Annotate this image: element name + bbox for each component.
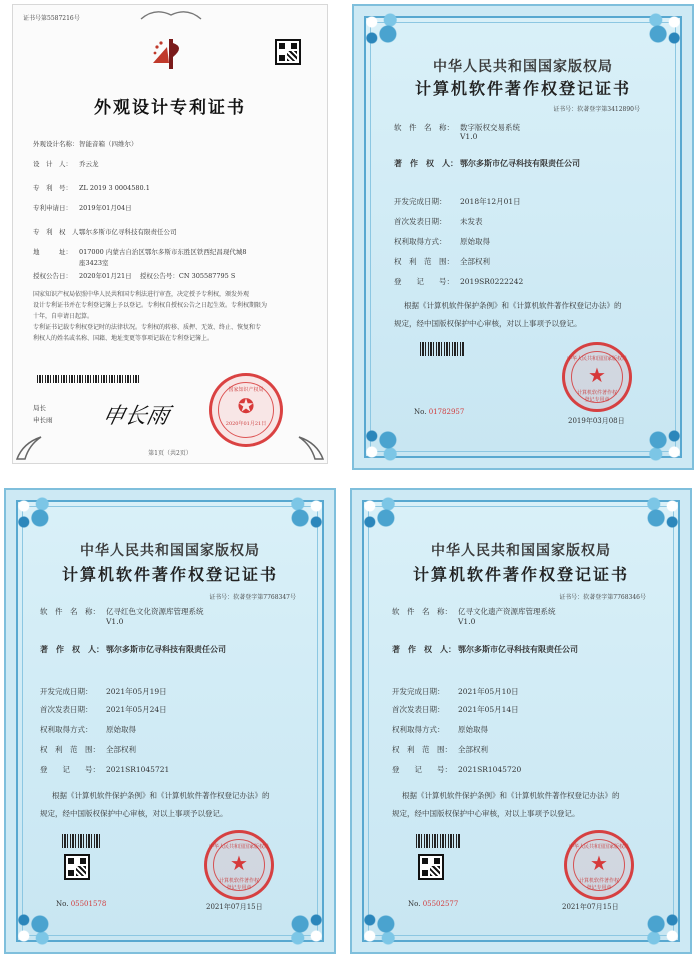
field-value: 亿寻红色文化资源库管理系统 [106,607,204,616]
field-row [33,139,138,148]
serial-number [408,900,458,908]
certificate-number: 证书号：软著登字第7768346号 [559,594,646,601]
seal-text: 登记专用章 [584,397,610,403]
field-label: 权利取得方式： [40,725,93,734]
field-value: 2021年05月14日 [458,705,519,714]
corner-ornament-icon [10,908,56,948]
field-label: 地 址： [33,248,72,256]
field-label: 著 作 权 人： [40,644,104,654]
field-label: 著 作 权 人： [392,644,456,654]
field-row [392,686,519,697]
field-label: 登 记 号： [394,277,454,286]
official-seal [204,830,274,900]
corner-ornament-icon [356,908,402,948]
field-row [33,258,109,267]
field-label: 专利申请日： [33,204,72,212]
field-value: 2019年01月04日 [79,204,132,212]
issue-date: 2021年07月15日 [206,903,263,911]
body-line: 利权人的姓名或名称、国籍、地址变更等事项记载在专利登记簿上。 [33,335,214,342]
certificate-body: 根据《计算机软件保护条例》和《计算机软件著作权登记办法》的 [404,301,622,310]
certificate-title: 计算机软件著作权登记证书 [61,565,278,584]
serial-number [56,900,106,908]
field-row [394,236,490,247]
field-value: 2021年05月19日 [106,687,167,696]
field-value: 2018年12月01日 [460,197,521,206]
corner-ornament-icon [284,494,330,534]
certificate-body: 根据《计算机软件保护条例》和《计算机软件著作权登记办法》的 [402,791,620,800]
barcode [62,834,102,848]
seal-text: 中华人民共和国国家版权局 [208,844,269,850]
body-line: 国家知识产权局依照中华人民共和国专利法进行审查，决定授予专利权，颁发外观 [33,291,250,298]
corner-ornament-icon [10,494,56,534]
field-value: 智能音箱（四维尔） [79,140,138,148]
seal-text: 计算机软件著作权 [578,878,619,884]
field-row [392,764,521,775]
field-row [392,644,578,655]
field-label: 软 件 名 称： [394,123,454,132]
qr-code [64,854,90,880]
field-value: 亿寻文化遗产资源库管理系统 [458,607,556,616]
official-seal [209,373,283,447]
field-label: 设 计 人： [33,160,72,168]
field-label: 软 件 名 称： [40,607,100,616]
field-value: ZL 2019 3 0004580.1 [79,184,150,192]
field-row [40,764,169,775]
field-row [394,256,490,267]
design-patent-certificate [12,4,328,464]
field-row [33,183,150,192]
field-row [394,122,520,133]
field-value: 2020年01月21日 [79,272,132,280]
field-value: 乔云龙 [79,160,99,168]
field-row [394,196,521,207]
field-row [392,704,519,715]
field-row [40,644,226,655]
field-label: 登 记 号： [392,765,452,774]
field-row [33,247,247,256]
field-value: 原始取得 [106,725,136,734]
corner-ornament-icon [358,10,404,50]
director-signature: 申长雨 [99,404,172,429]
star-icon: ★ [230,851,248,875]
field-row [33,203,132,212]
field-row [392,606,556,617]
field-value: 原始取得 [458,725,488,734]
publication-number: 授权公告号：CN 305587795 S [139,272,236,280]
seal-date: 2020年01月21日 [225,421,267,427]
field-value: 原始取得 [460,237,490,246]
certificate-title: 计算机软件著作权登记证书 [412,565,629,584]
field-label: 首次发表日期： [394,217,447,226]
field-value: 2019SR0222242 [460,277,524,286]
field-label: 权 利 范 围： [40,745,100,754]
field-value: 鄂尔多斯市亿寻科技有限责任公司 [79,228,177,236]
software-copyright-certificate [352,4,694,470]
barcode [416,834,460,848]
field-row [40,744,136,755]
field-value: 2021年05月24日 [106,705,167,714]
field-label: 开发完成日期： [394,197,447,206]
seal-text: 计算机软件著作权 [218,878,259,884]
patent-office-logo [147,33,191,77]
field-row [40,724,136,735]
corner-ornament-icon [358,424,404,464]
certificate-number: 证书号第5587216号 [23,15,80,22]
version-value: V1.0 [106,617,124,626]
body-line: 专利证书记载专利权登记时的法律状况。专利权的转移、质押、无效、终止、恢复和专 [33,324,262,331]
field-row [40,686,167,697]
corner-ornament-icon [642,424,688,464]
field-value: 全部权利 [106,745,136,754]
official-seal [562,342,632,412]
field-row [33,271,235,280]
field-label: 著 作 权 人： [394,158,458,168]
certificate-number: 证书号：软著登字第3412890号 [553,106,640,113]
certificate-body: 规定，经中国版权保护中心审核，对以上事项予以登记。 [394,319,582,328]
field-row [33,227,177,236]
field-row [394,158,580,169]
issue-date: 2019年03月08日 [568,417,625,425]
serial-label: No. [408,900,421,908]
seal-text: 中华人民共和国国家版权局 [566,356,627,362]
certificate-body [33,289,307,344]
field-value: 全部权利 [458,745,488,754]
serial-label: No. [414,408,427,416]
field-label: 开发完成日期： [392,687,445,696]
corner-ornament-icon [640,494,686,534]
field-label: 首次发表日期： [392,705,445,714]
issue-date: 2021年07月15日 [562,903,619,911]
qr-code [275,39,301,65]
field-label: 权 利 范 围： [392,745,452,754]
field-value: 数字版权交易系统 [460,123,520,132]
field-value: 2021年05月10日 [458,687,519,696]
serial-label: No. [56,900,69,908]
field-value: 座3423室 [79,259,109,267]
field-label: 首次发表日期： [40,705,93,714]
issuer-header: 中华人民共和国国家版权局 [80,543,260,559]
certificate-body: 根据《计算机软件保护条例》和《计算机软件著作权登记办法》的 [52,791,270,800]
seal-text: 登记专用章 [586,885,612,891]
corner-ornament-icon [640,908,686,948]
barcode [420,342,464,356]
field-row [40,606,204,617]
field-row [33,159,99,168]
version-value: V1.0 [460,132,478,141]
software-copyright-certificate [4,488,336,954]
field-value: 017000 内蒙古自治区鄂尔多斯市东胜区铁西纪昌现代城8 [79,248,247,256]
field-label: 开发完成日期： [40,687,93,696]
field-row [392,744,488,755]
issuer-header: 中华人民共和国国家版权局 [433,59,613,75]
star-icon: ★ [590,851,608,875]
field-label: 专 利 号： [33,184,72,192]
field-row [394,216,483,227]
field-row [394,276,523,287]
certificate-body: 规定，经中国版权保护中心审核，对以上事项予以登记。 [40,809,228,818]
seal-text: 国家知识产权局 [228,387,264,393]
seal-text: 中华人民共和国国家版权局 [568,844,629,850]
field-label: 外观设计名称： [33,140,79,148]
certificate-number: 证书号：软著登字第7768347号 [209,594,296,601]
field-row [40,704,167,715]
field-label: 权 利 范 围： [394,257,454,266]
body-line: 设计专利证书并在专利登记簿上予以登记。专利权自授权公告之日起生效。专利权期限为 [33,302,268,309]
director-label: 局长 [33,404,46,412]
serial-value: 01782957 [428,408,465,416]
field-label: 权利取得方式： [394,237,447,246]
software-copyright-certificate [350,488,692,954]
field-label: 授权公告日： [33,272,72,280]
field-value: 鄂尔多斯市亿寻科技有限责任公司 [106,644,226,654]
field-label: 专 利 权 人： [33,228,85,236]
seal-text: 计算机软件著作权 [576,390,617,396]
corner-ornament-icon [356,494,402,534]
certificate-title: 计算机软件著作权登记证书 [414,79,631,98]
serial-number [414,408,464,416]
field-label: 权利取得方式： [392,725,445,734]
field-value: 鄂尔多斯市亿寻科技有限责任公司 [458,644,578,654]
body-line: 十年，自申请日起算。 [33,313,94,320]
barcode [37,375,139,383]
issuer-header: 中华人民共和国国家版权局 [431,543,611,559]
field-label: 软 件 名 称： [392,607,452,616]
version-value: V1.0 [458,617,476,626]
field-value: 2021SR1045721 [106,765,170,774]
national-emblem-icon: ✪ [237,394,255,418]
field-label: 登 记 号： [40,765,100,774]
star-icon: ★ [588,363,606,387]
field-value: 全部权利 [460,257,490,266]
official-seal [564,830,634,900]
field-value: 未发表 [460,217,483,226]
ornament-icon [139,7,203,21]
field-value: 鄂尔多斯市亿寻科技有限责任公司 [460,158,580,168]
page-note: 第1页（共2页） [148,450,192,457]
certificate-body: 规定，经中国版权保护中心审核，对以上事项予以登记。 [392,809,580,818]
seal-text: 登记专用章 [226,885,252,891]
serial-value: 05502577 [422,900,459,908]
director-name: 申长雨 [33,416,53,424]
qr-code [418,854,444,880]
serial-value: 05501578 [70,900,107,908]
certificate-title: 外观设计专利证书 [94,98,246,118]
field-row [392,724,488,735]
corner-ornament-icon [642,10,688,50]
corner-ornament-icon [284,908,330,948]
field-value: 2021SR1045720 [458,765,522,774]
